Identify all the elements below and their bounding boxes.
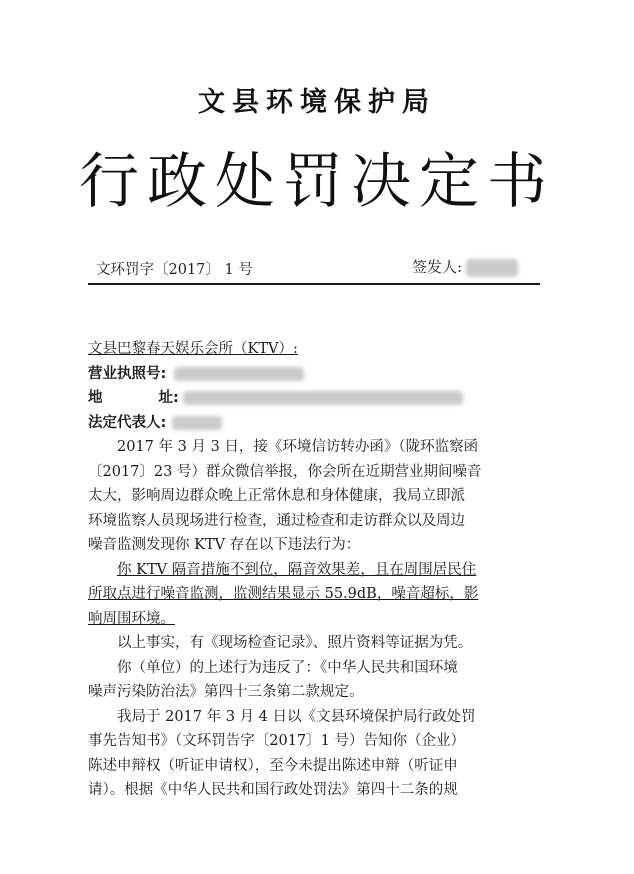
redacted-issuer-name: [466, 259, 518, 277]
issuer-label: 签发人:: [412, 258, 463, 276]
license-label: 营业执照号:: [88, 365, 167, 382]
recipient-name: 文县巴黎春天娱乐会所（KTV）:: [88, 341, 298, 357]
notice-line: 陈述申辩权（听证申请权），至今未提出陈述申辩（听证申: [88, 757, 458, 774]
notice-line: 我局于 2017 年 3 月 4 日以《文县环境保护局行政处罚: [117, 708, 476, 725]
body-line: 环境监察人员现场进行检查，通过检查和走访群众以及周边: [88, 512, 465, 529]
document-number: 文环罚字〔2017〕 1 号: [96, 262, 253, 278]
header-divider: [88, 283, 540, 285]
address-label-part1: 地: [88, 390, 159, 406]
document-title: 行政处罚决定书: [79, 147, 555, 217]
address-label-part2: 址:: [158, 390, 179, 406]
body-line: 〔2017〕23 号）群众微信举报，你会所在近期营业期间噪音: [88, 463, 482, 480]
law-violation-line: 你（单位）的上述行为违反了：《中华人民共和国环境: [117, 659, 458, 676]
redacted-representative: [172, 416, 222, 430]
document-body: [88, 337, 540, 803]
notice-line: 事先告知书》（文环罚告字〔2017〕1 号）告知你（企业）: [88, 733, 465, 749]
address-field: [88, 386, 540, 411]
violation-line: 所取点进行噪音监测，监测结果显示 55.9dB，噪音超标，影: [88, 586, 479, 602]
body-line: 太大，影响周边群众晚上正常休息和身体健康，我局立即派: [88, 488, 465, 504]
issuer-field: [412, 256, 518, 277]
law-violation-line: 噪声污染防治法》第四十三条第二款规定。: [88, 684, 364, 700]
rep-label: 法定代表人:: [88, 414, 167, 431]
body-line: 噪音监测发现你 KTV 存在以下违法行为：: [88, 537, 361, 553]
violation-line: 响周围环境。: [88, 610, 175, 627]
redacted-address: [183, 391, 463, 405]
body-line: 2017 年 3 月 3 日，接《环境信访转办函》（陇环监察函: [117, 439, 479, 455]
notice-line: 请）。根据《中华人民共和国行政处罚法》第四十二条的规: [88, 782, 458, 798]
license-number-field: [88, 362, 540, 387]
issuing-agency: 文县环境保护局: [198, 87, 436, 118]
evidence-line: 以上事实，有《现场检查记录》、照片资料等证据为凭。: [117, 635, 473, 651]
violation-line: 你 KTV 隔音措施不到位，隔音效果差，且在周围居民住: [117, 561, 477, 578]
redacted-license-number: [174, 367, 304, 381]
legal-representative-field: [88, 411, 540, 436]
